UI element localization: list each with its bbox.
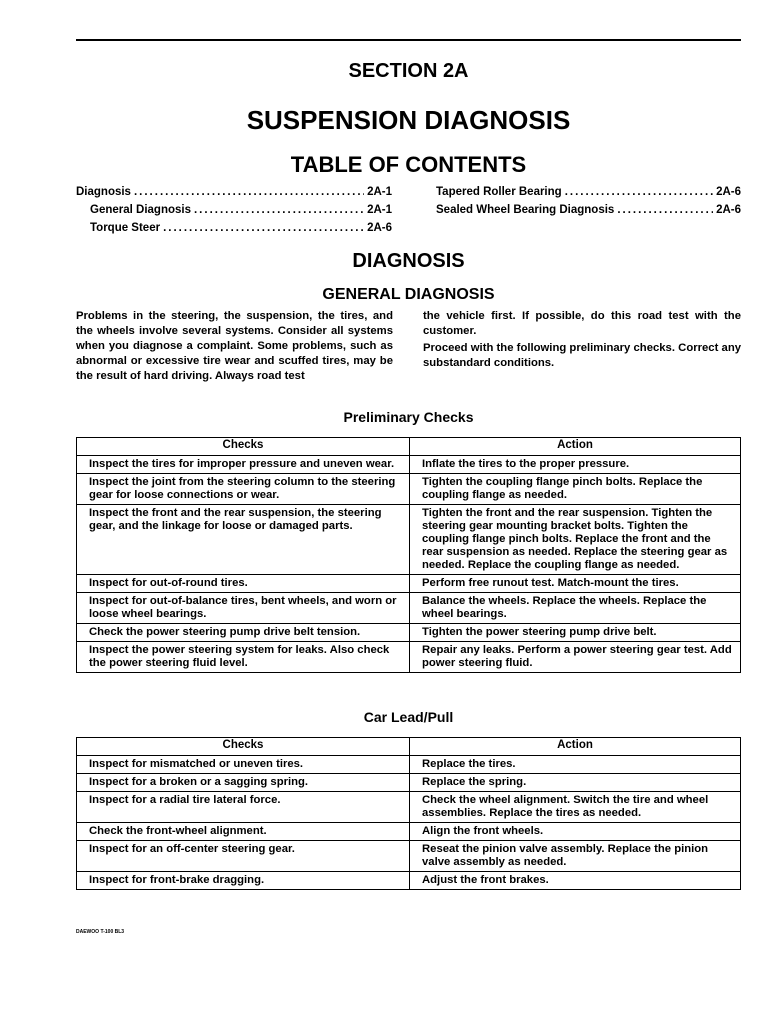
- check-cell: Inspect for an off-center steering gear.: [77, 841, 410, 872]
- action-cell: Check the wheel alignment. Switch the tire and wheel assemblies. Replace the tires as needed.: [410, 792, 741, 823]
- check-cell: Inspect for mismatched or uneven tires.: [77, 756, 410, 774]
- action-cell: Align the front wheels.: [410, 823, 741, 841]
- check-cell: Check the front-wheel alignment.: [77, 823, 410, 841]
- toc-entry-label: Sealed Wheel Bearing Diagnosis: [436, 204, 615, 216]
- table-row: [77, 823, 741, 841]
- toc-leader: [565, 186, 713, 198]
- preliminary-checks-table: [76, 437, 741, 673]
- toc-entry-label: Diagnosis: [76, 186, 131, 198]
- toc-entry-torque-steer[interactable]: [76, 222, 392, 240]
- table-header-row: [77, 438, 741, 456]
- action-cell: Replace the tires.: [410, 756, 741, 774]
- toc-entry-page: 2A-1: [367, 204, 392, 216]
- table-header-row: [77, 738, 741, 756]
- page-title: SUSPENSION DIAGNOSIS: [246, 105, 571, 135]
- table-row: [77, 841, 741, 872]
- table-row: [77, 792, 741, 823]
- toc-entry-diagnosis[interactable]: [76, 186, 392, 204]
- action-cell: Reseat the pinion valve assembly. Replace the pinion valve assembly as needed.: [410, 841, 741, 872]
- column-header-checks: Checks: [77, 438, 410, 456]
- toc-entry-sealed-wheel-bearing[interactable]: [436, 204, 741, 222]
- table-row: [77, 593, 741, 624]
- toc-right-column: [436, 186, 741, 222]
- check-cell: Inspect for out-of-balance tires, bent wheels, and worn or loose wheel bearings.: [77, 593, 410, 624]
- intro-paragraph-right-2: Proceed with the following preliminary checks. Correct any substandard conditions.: [423, 342, 741, 369]
- check-cell: Inspect for out-of-round tires.: [77, 575, 410, 593]
- action-cell: Balance the wheels. Replace the wheels. Replace the wheel bearings.: [410, 593, 741, 624]
- toc-heading: TABLE OF CONTENTS: [290, 152, 527, 177]
- column-header-checks: Checks: [77, 738, 410, 756]
- column-header-action: Action: [410, 438, 741, 456]
- toc-entry-label: Tapered Roller Bearing: [436, 186, 562, 198]
- action-cell: Perform free runout test. Match-mount the tires.: [410, 575, 741, 593]
- table-row: [77, 872, 741, 890]
- toc-entry-general-diagnosis[interactable]: [76, 204, 392, 222]
- intro-paragraph-right-1: the vehicle first. If possible, do this road test with the customer.: [423, 310, 741, 337]
- toc-entry-page: 2A-6: [367, 222, 392, 234]
- toc-entry-tapered-roller-bearing[interactable]: [436, 186, 741, 204]
- preliminary-checks-caption: Preliminary Checks: [343, 409, 474, 425]
- check-cell: Inspect the tires for improper pressure and uneven wear.: [77, 456, 410, 474]
- toc-entry-page: 2A-6: [716, 204, 741, 216]
- check-cell: Inspect the power steering system for leaks. Also check the power steering fluid level.: [77, 642, 410, 673]
- diagnosis-heading: DIAGNOSIS: [352, 250, 465, 272]
- check-cell: Inspect for front-brake dragging.: [77, 872, 410, 890]
- check-cell: Inspect the joint from the steering column to the steering gear for loose connections or wear.: [77, 474, 410, 505]
- toc-leader: [194, 204, 364, 216]
- toc-entry-page: 2A-1: [367, 186, 392, 198]
- toc-entry-page: 2A-6: [716, 186, 741, 198]
- action-cell: Tighten the power steering pump drive belt.: [410, 624, 741, 642]
- check-cell: Inspect the front and the rear suspension, the steering gear, and the linkage for loose or damaged parts.: [77, 505, 410, 575]
- table-row: [77, 756, 741, 774]
- top-rule: [76, 39, 741, 41]
- toc-entry-label: General Diagnosis: [90, 204, 191, 216]
- car-lead-pull-caption: Car Lead/Pull: [363, 709, 454, 725]
- action-cell: Tighten the coupling flange pinch bolts. Replace the coupling flange as needed.: [410, 474, 741, 505]
- table-row: [77, 474, 741, 505]
- section-number: SECTION 2A: [348, 60, 469, 82]
- action-cell: Adjust the front brakes.: [410, 872, 741, 890]
- toc-entry-label: Torque Steer: [90, 222, 161, 234]
- page-footer: DAEWOO T-100 BL3: [76, 929, 125, 935]
- intro-paragraph-left: Problems in the steering, the suspension, the tires, and the wheels involve several systems. Consider all systems when you diagnose a complaint. Some problems, such as abnormal or excessive tire wear and scuffed tires, may be the result of hard driving. Always road test: [76, 310, 393, 382]
- action-cell: Replace the spring.: [410, 774, 741, 792]
- table-row: [77, 624, 741, 642]
- table-row: [77, 642, 741, 673]
- table-row: [77, 505, 741, 575]
- toc-leader: [163, 222, 364, 234]
- toc-leader: [134, 186, 364, 198]
- car-lead-pull-table: [76, 737, 741, 890]
- table-row: [77, 456, 741, 474]
- general-diagnosis-heading: GENERAL DIAGNOSIS: [322, 286, 495, 303]
- toc-left-column: [76, 186, 392, 240]
- column-header-action: Action: [410, 738, 741, 756]
- action-cell: Tighten the front and the rear suspension. Tighten the steering gear mounting bracket bolts. Tighten the coupling flange pinch bolts. Replace the front and the rear suspension as needed. Replace the steering gear as needed. Replace the coupling flange as needed.: [410, 505, 741, 575]
- table-row: [77, 575, 741, 593]
- action-cell: Inflate the tires to the proper pressure.: [410, 456, 741, 474]
- action-cell: Repair any leaks. Perform a power steering gear test. Add power steering fluid.: [410, 642, 741, 673]
- toc-leader: [617, 204, 713, 216]
- check-cell: Check the power steering pump drive belt tension.: [77, 624, 410, 642]
- table-row: [77, 774, 741, 792]
- check-cell: Inspect for a radial tire lateral force.: [77, 792, 410, 823]
- check-cell: Inspect for a broken or a sagging spring.: [77, 774, 410, 792]
